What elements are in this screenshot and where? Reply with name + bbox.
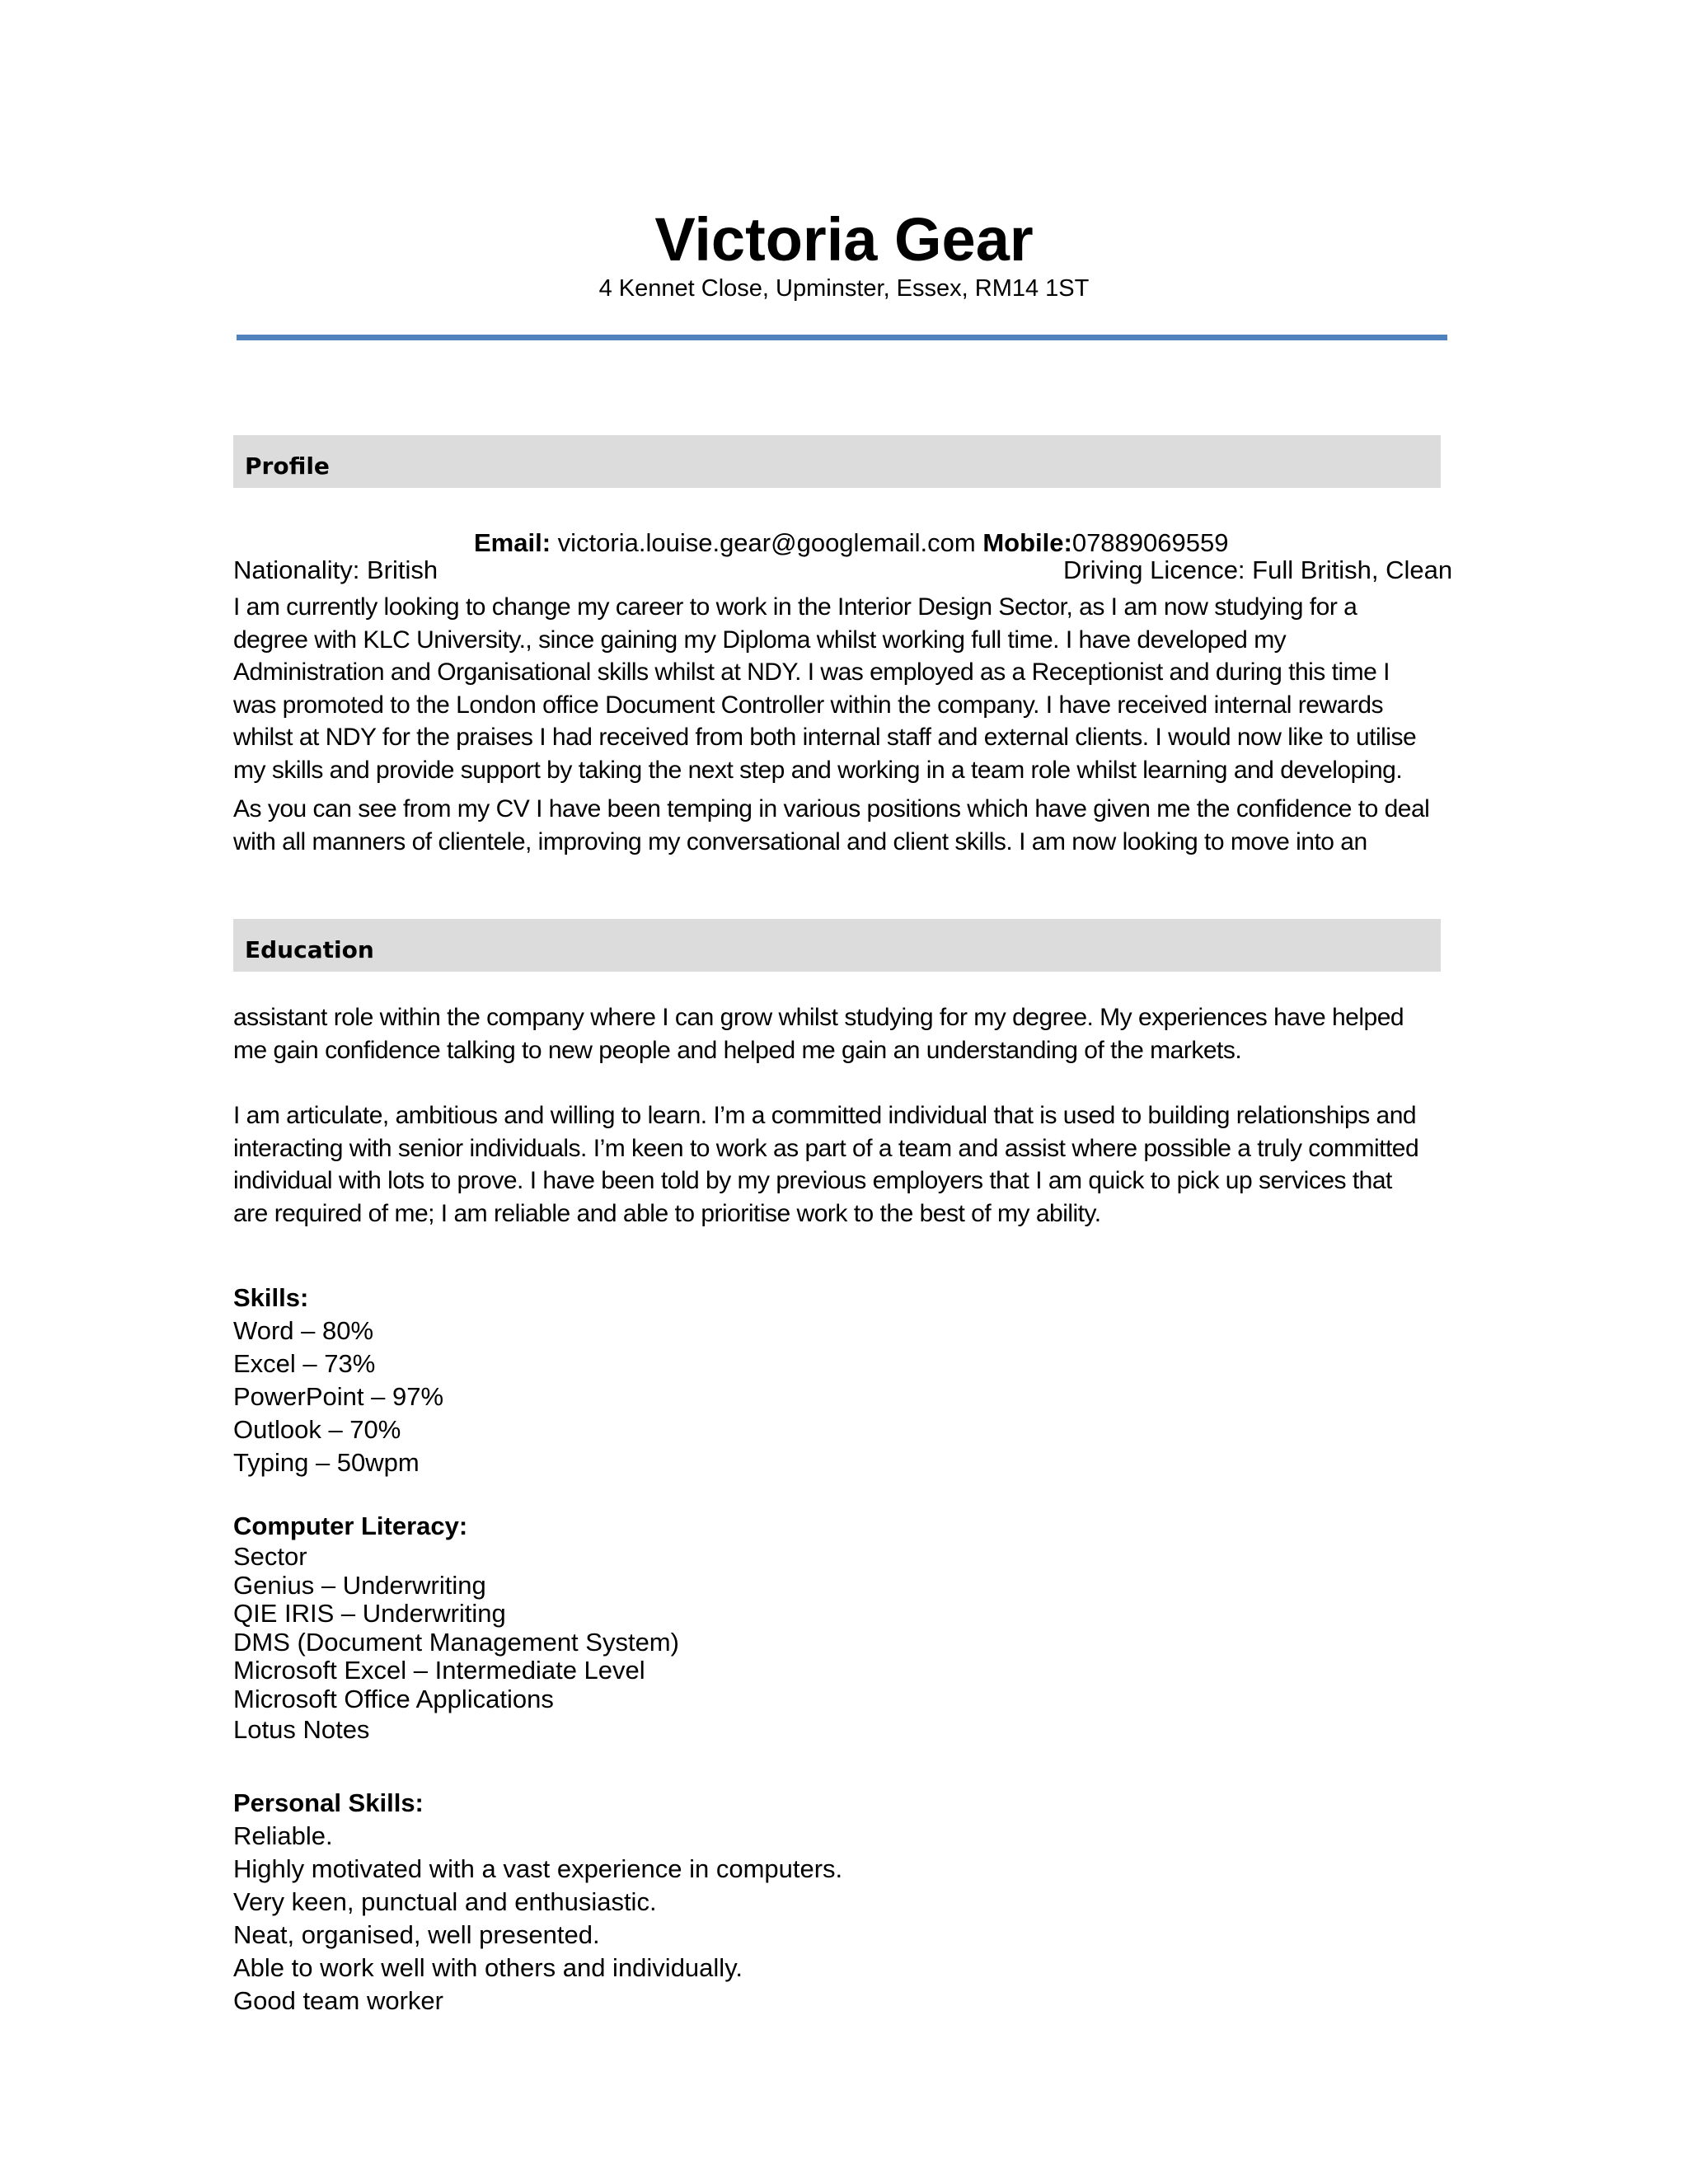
text-line: was promoted to the London office Document Controller within the company. I have received internal rewards bbox=[233, 691, 1383, 719]
text-line: my skills and provide support by taking the next step and working in a team role whilst learning and developing. bbox=[233, 756, 1403, 784]
education-paragraph-1 bbox=[233, 1001, 1453, 1066]
profile-paragraph-1 bbox=[233, 591, 1453, 786]
list-item: Lotus Notes bbox=[233, 1715, 370, 1744]
list-item: Outlook – 70% bbox=[233, 1415, 401, 1444]
list-item: Typing – 50wpm bbox=[233, 1448, 420, 1477]
list-item: Word – 80% bbox=[233, 1316, 374, 1345]
text-line: whilst at NDY for the praises I had received from both internal staff and external clients. I would now like to utilise bbox=[233, 724, 1417, 751]
text-line: Administration and Organisational skills whilst at NDY. I was employed as a Receptionist and during this time I bbox=[233, 658, 1390, 686]
list-item: Microsoft Excel – Intermediate Level bbox=[233, 1656, 645, 1685]
list-item: Neat, organised, well presented. bbox=[233, 1920, 600, 1949]
skills-heading: Skills: bbox=[233, 1283, 309, 1312]
list-item: Excel – 73% bbox=[233, 1349, 376, 1378]
text-line: assistant role within the company where I can grow whilst studying for my degree. My experiences have helped bbox=[233, 1004, 1404, 1031]
text-line: with all manners of clientele, improving my conversational and client skills. I am now looking to move into an bbox=[233, 827, 1367, 855]
text-line: I am currently looking to change my career to work in the Interior Design Sector, as I am now studying for a bbox=[233, 593, 1357, 621]
personal-skills-list bbox=[233, 1787, 842, 2018]
text-line: As you can see from my CV I have been temping in various positions which have given me the confidence to deal bbox=[233, 795, 1430, 823]
education-paragraph-2 bbox=[233, 1099, 1453, 1230]
list-item: Able to work well with others and individually. bbox=[233, 1953, 743, 1982]
mobile-label: Mobile: bbox=[982, 528, 1072, 557]
text-line: degree with KLC University., since gaining my Diploma whilst working full time. I have developed my bbox=[233, 626, 1287, 654]
nationality: Nationality: British bbox=[233, 555, 438, 584]
email-label: Email: bbox=[474, 528, 551, 557]
text-line: interacting with senior individuals. I’m keen to work as part of a team and assist where possible a truly committed bbox=[233, 1134, 1419, 1162]
list-item: Genius – Underwriting bbox=[233, 1570, 486, 1600]
text-line: are required of me; I am reliable and able to prioritise work to the best of my ability. bbox=[233, 1199, 1101, 1227]
profile-paragraph-2 bbox=[233, 793, 1453, 858]
text-line: I am articulate, ambitious and willing to learn. I’m a committed individual that is used to building relationships and bbox=[233, 1102, 1417, 1129]
list-item: Reliable. bbox=[233, 1821, 333, 1850]
text-line: individual with lots to prove. I have been told by my previous employers that I am quick to pick up services that bbox=[233, 1167, 1392, 1194]
computer-literacy-list bbox=[233, 1510, 679, 1746]
address: 4 Kennet Close, Upminster, Essex, RM14 1ST bbox=[598, 275, 1090, 302]
list-item: Sector bbox=[233, 1542, 307, 1571]
list-item: Good team worker bbox=[233, 1986, 443, 2015]
computer-literacy-heading: Computer Literacy: bbox=[233, 1511, 468, 1540]
header-divider bbox=[237, 335, 1447, 340]
list-item: QIE IRIS – Underwriting bbox=[233, 1599, 506, 1628]
personal-skills-heading: Personal Skills: bbox=[233, 1788, 424, 1817]
mobile-value: 07889069559 bbox=[1071, 528, 1229, 557]
driving-licence: Driving Licence: Full British, Clean bbox=[1063, 555, 1453, 584]
section-heading-profile: Profile bbox=[233, 435, 1441, 488]
list-item: DMS (Document Management System) bbox=[233, 1627, 679, 1657]
list-item: PowerPoint – 97% bbox=[233, 1382, 444, 1411]
text-line: me gain confidence talking to new people and helped me gain an understanding of the markets. bbox=[233, 1036, 1242, 1064]
list-item: Microsoft Office Applications bbox=[233, 1684, 554, 1713]
skills-list bbox=[233, 1282, 443, 1479]
email-value: victoria.louise.gear@googlemail.com bbox=[557, 528, 976, 557]
candidate-name: Victoria Gear bbox=[654, 205, 1034, 274]
section-heading-education: Education bbox=[233, 919, 1441, 972]
list-item: Very keen, punctual and enthusiastic. bbox=[233, 1887, 657, 1916]
list-item: Highly motivated with a vast experience in computers. bbox=[233, 1854, 843, 1883]
